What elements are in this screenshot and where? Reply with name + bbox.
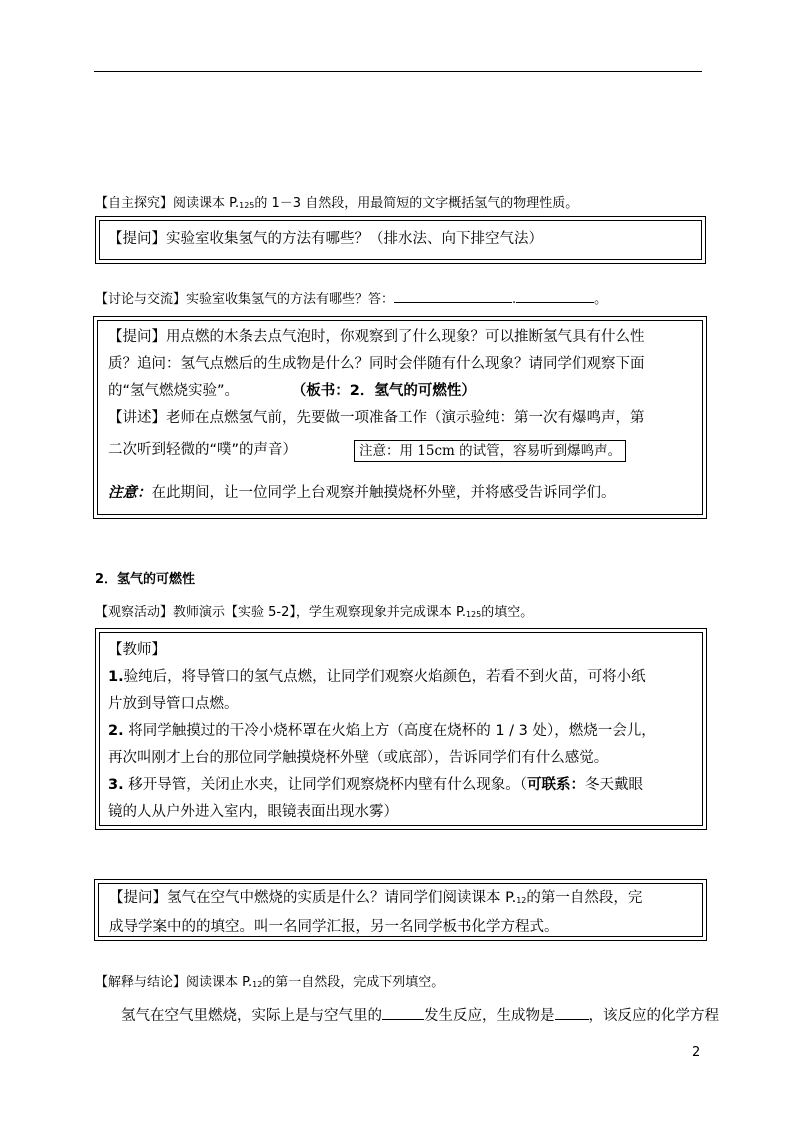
teacher-head: 【教师】 (108, 642, 166, 658)
section-2-title: 2．氢气的可燃性 (95, 572, 196, 587)
page-number: 2 (692, 1045, 701, 1060)
explain-post: 的第一自然段，完成下列填空。 (262, 975, 445, 990)
explain-pre: 阅读课本 P. (186, 975, 253, 990)
observe-pre: 教师演示【实验 5-2】，学生观察现象并完成课本 P. (173, 605, 466, 620)
box4-pre: 【提问】氢气在空气中燃烧的实质是什么？请同学们阅读课本 P. (109, 890, 517, 906)
explain-sub: 12 (252, 980, 263, 989)
attention-label: 注意： (108, 485, 152, 501)
question-box-1 (95, 216, 706, 264)
attention-text: 在此期间，让一位同学上台观察并触摸烧杯外壁，并将感受告诉同学们。 (151, 485, 616, 501)
teacher-step-1 (108, 664, 700, 691)
fill-blank-2[interactable] (555, 1007, 589, 1020)
box4-content (109, 885, 701, 941)
explain-paragraph (95, 974, 444, 994)
board-writing: （板书：2．氢气的可燃性） (299, 383, 476, 399)
box2-line-2: 质？追问：氢气点燃后的生成物是什么？同时会伴随有什么现象？请同学们观察下面 (108, 356, 645, 372)
step-3-end: 冬天戴眼 (584, 777, 643, 793)
step-1-text: 验纯后，将导管口的氢气点燃，让同学们观察火焰颜色，若看不到火苗，可将小纸 (123, 669, 646, 685)
explain-label: 【解释与结论】 (95, 975, 187, 990)
box4-post: 的第一自然段，完 (526, 890, 643, 906)
teacher-step-3 (108, 772, 700, 799)
fill-part-1: 氢气在空气里燃烧，实际上是与空气里的 (121, 1008, 382, 1024)
box2-line-3 (108, 378, 698, 405)
teacher-step-2b: 再次叫刚才上台的那位同学触摸烧杯外壁（或底部），告诉同学们有什么感觉。 (108, 750, 609, 766)
teacher-content (108, 637, 700, 826)
box2-line-4: 【讲述】老师在点燃氢气前，先要做一项准备工作（演示验纯：第一次有爆鸣声，第 (108, 410, 645, 426)
box2-attention (108, 480, 616, 507)
discuss-blank-2[interactable] (516, 290, 594, 303)
box4-line-1 (109, 885, 701, 914)
box2-line-5: 二次听到轻微的“噗”的声音） (108, 442, 298, 458)
teacher-step-2 (108, 718, 700, 745)
question-box-2 (93, 316, 707, 519)
box2-line-3a: 的“氢气燃烧实验”。 (108, 383, 240, 399)
question-box-4 (94, 879, 707, 941)
discuss-label: 【讨论与交流】 (95, 292, 187, 307)
step-2-number: 2. (108, 723, 124, 739)
box2-line-1: 【提问】用点燃的木条去点气泡时，你观察到了什么现象？可以推断氢气具有什么性 (108, 329, 645, 345)
observe-paragraph (95, 604, 533, 624)
step-3-number: 3. (108, 777, 124, 793)
discuss-blank-1[interactable] (394, 290, 512, 303)
observe-label: 【观察活动】 (95, 605, 174, 620)
step-1-number: 1. (108, 669, 124, 685)
fill-part-3: ，该反应的化学方程 (588, 1008, 719, 1024)
discuss-end: 。 (594, 292, 608, 307)
fill-blank-1[interactable] (382, 1007, 424, 1020)
teacher-step-3b: 镜的人从户外进入室内，眼镜表面出现水雾） (108, 804, 398, 820)
fill-part-2: 发生反应，生成物是 (424, 1008, 555, 1024)
discuss-dot: . (512, 292, 517, 307)
discuss-paragraph (95, 290, 607, 309)
step-2-text: 将同学触摸过的干冷小烧杯罩在火焰上方（高度在烧杯的 1 / 3 处），燃烧一会儿， (123, 723, 656, 739)
header-rule (94, 71, 702, 72)
explore-pre: 阅读课本 P. (173, 196, 240, 211)
explore-paragraph (95, 195, 578, 215)
observe-post: 的填空。 (481, 605, 534, 620)
box1-text: 【提问】实验室收集氢气的方法有哪些？（排水法、向下排空气法） (108, 231, 543, 247)
teacher-box (95, 628, 707, 830)
observe-sub: 125 (465, 610, 482, 619)
box4-line-2: 成导学案中的的填空。叫一名同学汇报，另一名同学板书化学方程式。 (109, 919, 559, 935)
explore-post: 的 1－3 自然段，用最简短的文字概括氢气的物理性质。 (254, 196, 579, 211)
explore-label: 【自主探究】 (95, 196, 174, 211)
box2-content (108, 324, 698, 432)
teacher-step-1b: 片放到导管口点燃。 (108, 696, 239, 712)
note-box: 注意：用 15cm 的试管，容易听到爆鸣声。 (354, 440, 626, 462)
box4-sub: 12 (516, 896, 527, 905)
step-3-text: 移开导管，关闭止水夹，让同学们观察烧杯内壁有什么现象。（ (123, 777, 527, 793)
step-3-bold: 可联系： (526, 777, 585, 793)
fill-in-sentence (121, 1003, 719, 1030)
discuss-text: 实验室收集氢气的方法有哪些？答： (186, 292, 395, 307)
explore-sub: 125 (239, 201, 255, 210)
